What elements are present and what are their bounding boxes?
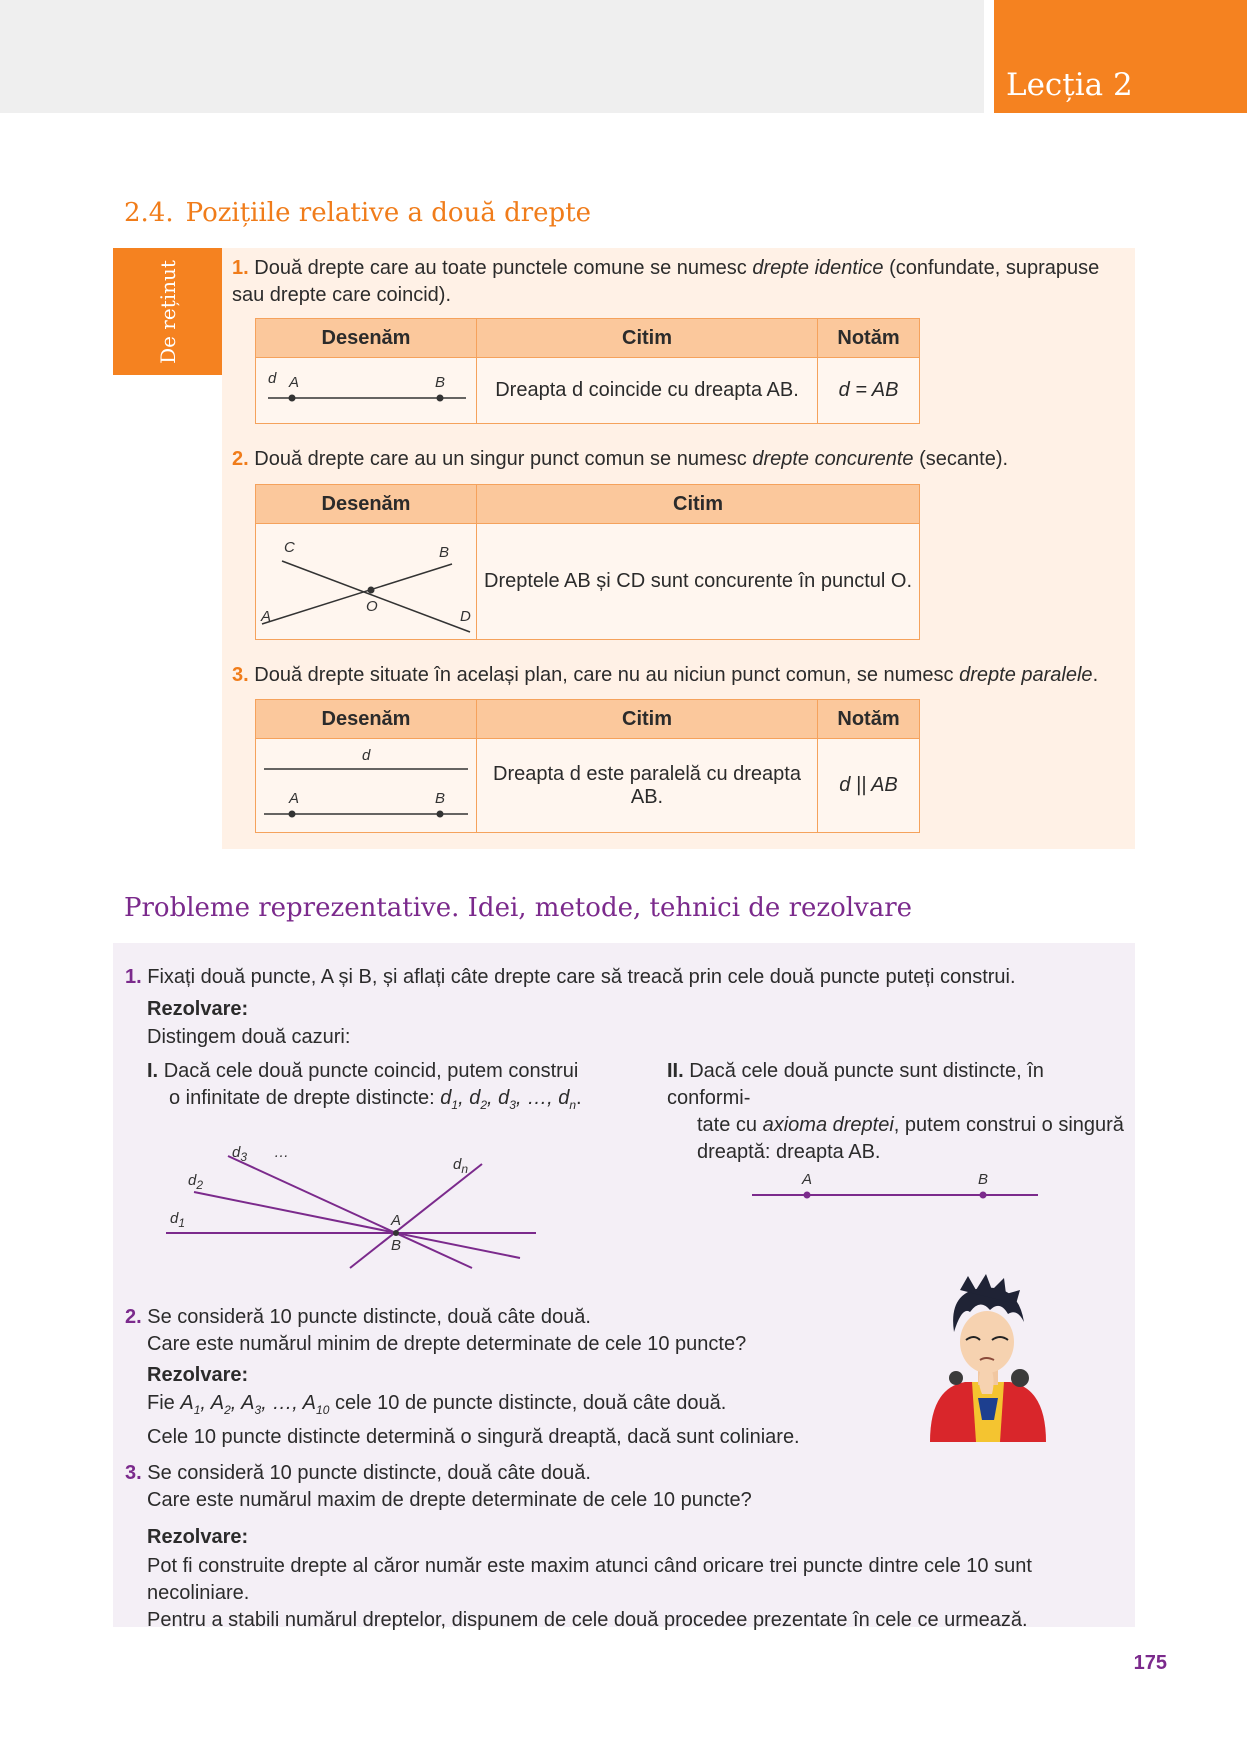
label-B: B xyxy=(435,790,446,807)
label-C: C xyxy=(284,539,295,556)
case-text: Dacă cele două puncte sunt distincte, în conformi- xyxy=(667,1060,1044,1109)
label-d: d xyxy=(268,370,277,387)
item-number: 1. xyxy=(232,257,249,279)
item-text: Două drepte care au un singur punct comun se numesc xyxy=(254,448,753,470)
read-cell: Dreapta d este paralelă cu dreapta AB. xyxy=(477,739,818,833)
col-header: Citim xyxy=(477,700,818,739)
header-bar xyxy=(0,0,984,113)
pencil-lines-svg xyxy=(150,1130,550,1270)
case-number: II. xyxy=(667,1060,684,1082)
pencil-of-lines-figure xyxy=(150,1130,550,1270)
item-text: Două drepte care au toate punctele comune se numesc xyxy=(254,257,753,279)
case-text: , putem construi o singură xyxy=(893,1114,1124,1136)
label-d3: $d_3$ xyxy=(232,1144,248,1164)
problem-2-solution: Fie $A_1$, $A_2$, $A_3$, …, $A_{10}$ cele 10 de puncte distincte, două câte două. Cele 10 puncte distincte determină o singură dreaptă, dacă sunt coliniare. xyxy=(147,1392,800,1448)
col-header: Notăm xyxy=(818,700,920,739)
problem-number: 3. xyxy=(125,1462,142,1484)
label-B: B xyxy=(435,374,446,391)
solution-text: cele 10 de puncte distincte, două câte două. xyxy=(334,1392,727,1414)
problem-text: Se consideră 10 puncte distincte, două câte două. xyxy=(147,1306,591,1328)
solution-text: Pentru a stabili numărul dreptelor, dispunem de cele două procedee prezentate în cele ce urmează. xyxy=(147,1609,1028,1631)
retinut-item-2 xyxy=(232,446,1127,473)
label-A: A xyxy=(802,1171,813,1188)
item-term: drepte identice xyxy=(752,257,884,279)
problem-text: Fixați două puncte, A și B, și aflați câte drepte care să treacă prin cele două puncte puteți construi. xyxy=(147,966,1016,988)
thinking-student-illustration xyxy=(920,1270,1055,1445)
case-number: I. xyxy=(147,1060,159,1082)
retinut-item-1 xyxy=(232,255,1127,309)
label-D: D xyxy=(460,608,471,625)
label-A: A xyxy=(391,1212,402,1229)
label-d: d xyxy=(362,747,371,764)
col-header: Desenăm xyxy=(256,319,477,358)
label-d2: $d_2$ xyxy=(188,1172,204,1192)
col-header: Citim xyxy=(477,485,920,524)
note-cell: d || AB xyxy=(818,739,920,833)
label-dots: … xyxy=(274,1144,289,1161)
item-text: . xyxy=(1092,664,1099,686)
label-dn: $d_n$ xyxy=(453,1156,469,1176)
item-term: drepte paralele xyxy=(959,664,1093,686)
section-number: 2.4. xyxy=(124,198,174,228)
line-ab-svg xyxy=(750,1168,1040,1208)
label-B: B xyxy=(978,1171,989,1188)
problem-2 xyxy=(125,1304,905,1358)
problem-3 xyxy=(125,1460,1125,1514)
problems-title: Probleme reprezentative. Idei, metode, tehnici de rezolvare xyxy=(124,893,913,923)
rezolvare-label: Rezolvare: xyxy=(147,1364,249,1386)
label-O: O xyxy=(366,598,378,615)
problem-number: 1. xyxy=(125,966,142,988)
item-text: (confundate, suprapuse sau drepte care coincid). xyxy=(232,257,1100,306)
page-number: 175 xyxy=(1133,1652,1167,1674)
case-1: I. Dacă cele două puncte coincid, putem construi o infinitate de drepte distincte: $d_1$, $d_2$, $d_3$, …, $d_n$. xyxy=(147,1060,582,1112)
solution-text: Pot fi construite drepte al căror număr este maxim atunci când oricare trei puncte dintre cele 10 sunt necoliniare. xyxy=(147,1555,1032,1604)
table-identice xyxy=(255,318,920,424)
problem-1 xyxy=(125,964,1125,991)
case-text: o infinitate de drepte distincte: xyxy=(169,1087,435,1109)
line-AB-figure xyxy=(750,1168,1040,1208)
case-text: tate cu xyxy=(697,1114,763,1136)
label-d1: $d_1$ xyxy=(170,1210,186,1230)
solution-text: Cele 10 puncte distincte determină o singură dreaptă, dacă sunt coliniare. xyxy=(147,1426,800,1448)
draw-cell xyxy=(256,524,477,640)
col-header: Desenăm xyxy=(256,485,477,524)
rezolvare-label: Rezolvare: xyxy=(147,998,249,1020)
item-number: 3. xyxy=(232,664,249,686)
problem-text: Care este numărul minim de drepte determinate de cele 10 puncte? xyxy=(147,1333,747,1355)
table-concurente xyxy=(255,484,920,640)
case-text: dreaptă: dreapta AB. xyxy=(697,1141,881,1163)
problem-text: Care este numărul maxim de drepte determinate de cele 10 puncte? xyxy=(147,1489,752,1511)
section-title xyxy=(124,198,591,228)
item-number: 2. xyxy=(232,448,249,470)
problem-1-intro: Distingem două cazuri: xyxy=(147,1026,351,1048)
case-text: Dacă cele două puncte coincid, putem construi xyxy=(163,1060,579,1082)
note-cell: d = AB xyxy=(818,358,920,424)
col-header: Notăm xyxy=(818,319,920,358)
label-B: B xyxy=(439,544,450,561)
case-2 xyxy=(667,1058,1132,1166)
item-term: drepte concurente xyxy=(752,448,914,470)
label-A: A xyxy=(289,790,300,807)
item-text: (secante). xyxy=(913,448,1009,470)
table-paralele xyxy=(255,699,920,833)
read-cell: Dreptele AB și CD sunt concurente în punctul O. xyxy=(477,524,920,640)
label-B: B xyxy=(391,1237,402,1254)
label-A: A xyxy=(261,608,272,625)
lesson-tab xyxy=(994,0,1247,113)
item-text: Două drepte situate în același plan, care nu au niciun punct comun, se numesc xyxy=(254,664,960,686)
col-header: Citim xyxy=(477,319,818,358)
section-title-text: Pozițiile relative a două drepte xyxy=(185,198,592,228)
read-cell: Dreapta d coincide cu dreapta AB. xyxy=(477,358,818,424)
student-svg xyxy=(920,1270,1055,1445)
retinut-tab xyxy=(113,248,222,375)
draw-cell xyxy=(256,358,477,424)
problem-3-solution xyxy=(147,1553,1127,1634)
case-term: axioma dreptei xyxy=(762,1114,894,1136)
retinut-item-3 xyxy=(232,662,1127,689)
problem-number: 2. xyxy=(125,1306,142,1328)
lesson-label: Lecția 2 xyxy=(1006,67,1133,103)
col-header: Desenăm xyxy=(256,700,477,739)
problem-text: Se consideră 10 puncte distincte, două câte două. xyxy=(147,1462,591,1484)
label-A: A xyxy=(289,374,300,391)
retinut-label: De reținut xyxy=(156,260,180,364)
draw-cell xyxy=(256,739,477,833)
identical-lines-figure xyxy=(256,358,476,424)
rezolvare-label: Rezolvare: xyxy=(147,1526,249,1548)
